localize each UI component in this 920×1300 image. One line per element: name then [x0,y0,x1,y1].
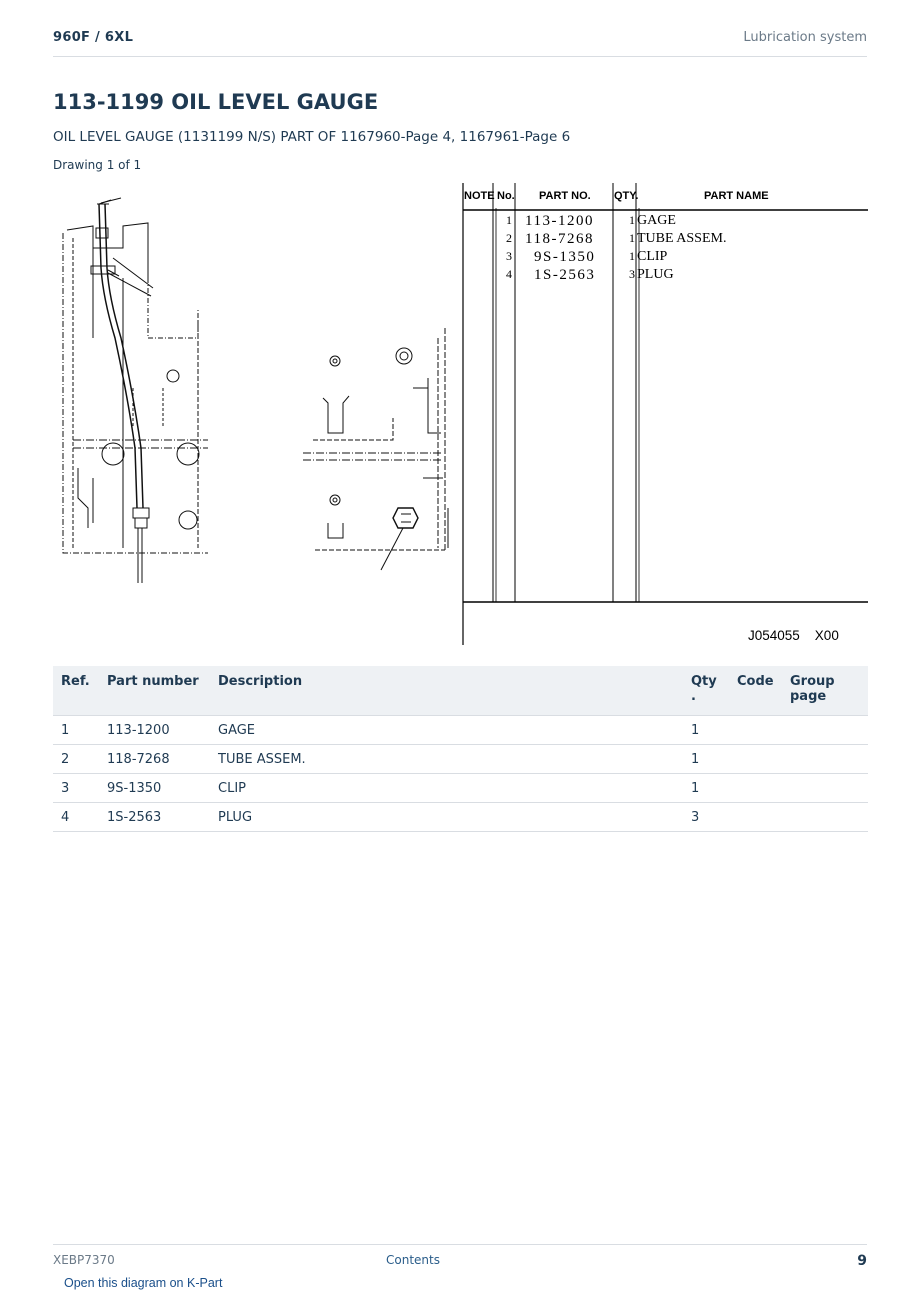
cell-qty: 1 [683,716,729,745]
col-code: Code [729,666,782,716]
cell-part-number: 113-1200 [99,716,210,745]
page-title: 113-1199 OIL LEVEL GAUGE [53,90,379,114]
cell-ref: 2 [53,745,99,774]
pl-header-part-name: PART NAME [704,190,769,202]
footer-divider [53,1244,867,1245]
table-row [53,774,868,803]
pl-row-name: CLIP [637,249,668,264]
pl-row-part-no: 118-7268 [525,231,594,247]
pl-row-name: TUBE ASSEM. [637,231,727,246]
cell-qty: 1 [683,774,729,803]
cell-group-page [782,745,868,774]
pl-row-qty: 3 [629,267,635,281]
cell-description: GAGE [210,716,683,745]
drawing-count: Drawing 1 of 1 [53,158,142,172]
pl-row-no: 1 [506,213,512,227]
document-id: XEBP7370 [53,1253,115,1267]
cell-group-page [782,774,868,803]
pl-header-no: No. [497,190,515,202]
cell-description: CLIP [210,774,683,803]
col-description: Description [210,666,683,716]
pl-row-part-no: 1S-2563 [534,267,596,283]
cell-ref: 4 [53,803,99,832]
pl-row-no: 3 [506,249,512,263]
kpart-link[interactable]: Open this diagram on K-Part [64,1276,223,1290]
cell-code [729,716,782,745]
table-row [53,803,868,832]
pl-row-qty: 1 [629,213,635,227]
pl-row [506,267,674,283]
cell-group-page [782,716,868,745]
cell-part-number: 1S-2563 [99,803,210,832]
col-ref: Ref. [53,666,99,716]
pl-header-note: NOTE [464,190,495,202]
cell-ref: 3 [53,774,99,803]
pl-row-qty: 1 [629,249,635,263]
parts-list-header [464,190,769,202]
col-qty: Qty . [683,666,729,716]
parts-table [53,666,868,832]
pl-header-part-no: PART NO. [539,190,591,202]
pl-row-part-no: 9S-1350 [534,249,596,265]
cell-code [729,803,782,832]
cell-qty: 3 [683,803,729,832]
engine-sketch-middle [303,328,448,570]
pl-row-part-no: 113-1200 [525,213,594,229]
cell-code [729,745,782,774]
page-header [53,28,867,57]
parts-list-rows [506,213,726,283]
model-label: 960F / 6XL [53,30,134,45]
cell-description: TUBE ASSEM. [210,745,683,774]
pl-row [506,213,676,229]
cell-description: PLUG [210,803,683,832]
cell-group-page [782,803,868,832]
pl-row [506,231,726,247]
table-row [53,745,868,774]
contents-link[interactable]: Contents [386,1253,440,1267]
pl-row [506,249,668,265]
section-label: Lubrication system [743,30,867,45]
pl-row-name: GAGE [637,213,676,228]
pl-row-name: PLUG [637,267,674,282]
diagram-svg [53,178,868,648]
cell-part-number: 9S-1350 [99,774,210,803]
page-number: 9 [857,1253,867,1269]
cell-code [729,774,782,803]
cell-qty: 1 [683,745,729,774]
drawing-code: J054055 X00 [748,628,839,643]
cell-ref: 1 [53,716,99,745]
pl-row-no: 4 [506,267,512,281]
col-group-page: Group page [782,666,868,716]
cell-part-number: 118-7268 [99,745,210,774]
pl-header-qty: QTY. [614,190,639,202]
engine-sketch-left [63,198,208,583]
table-row [53,716,868,745]
page-subtitle: OIL LEVEL GAUGE (1131199 N/S) PART OF 1167960-Page 4, 1167961-Page 6 [53,129,571,145]
table-header-row [53,666,868,716]
pl-row-no: 2 [506,231,512,245]
col-part-number: Part number [99,666,210,716]
parts-diagram [53,178,868,648]
pl-row-qty: 1 [629,231,635,245]
